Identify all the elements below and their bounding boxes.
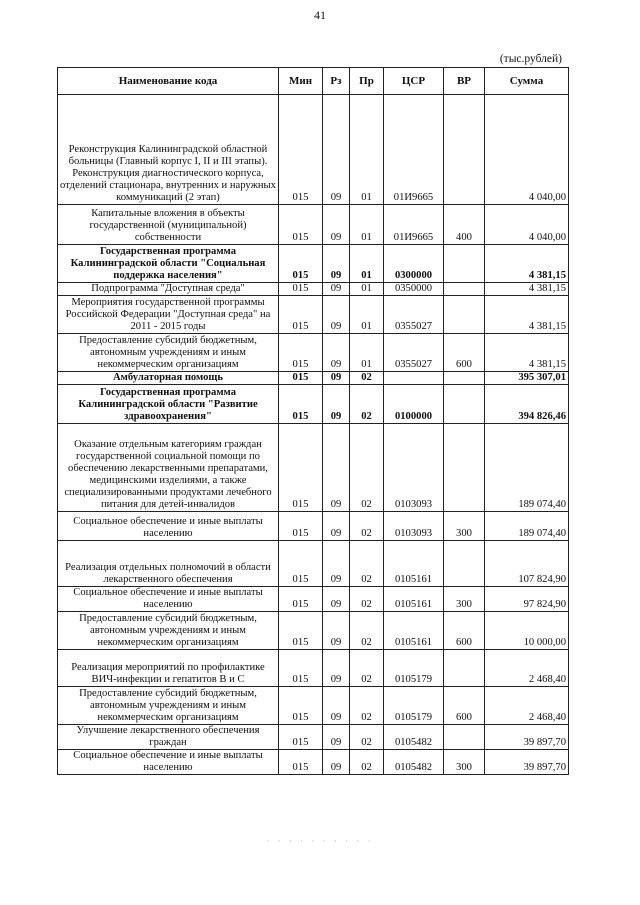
units-label: (тыс.рублей) bbox=[499, 53, 562, 65]
cell-vr: 300 bbox=[444, 750, 485, 775]
cell-sum: 4 381,15 bbox=[485, 334, 569, 372]
cell-pr: 01 bbox=[350, 205, 384, 245]
cell-pr: 02 bbox=[350, 512, 384, 541]
cell-min: 015 bbox=[279, 424, 323, 512]
header-csr: ЦСР bbox=[384, 68, 444, 95]
cell-vr: 600 bbox=[444, 612, 485, 650]
cell-rz: 09 bbox=[323, 687, 350, 725]
cell-sum: 4 040,00 bbox=[485, 205, 569, 245]
cell-csr: 0100000 bbox=[384, 385, 444, 424]
cell-min: 015 bbox=[279, 372, 323, 385]
cell-sum: 2 468,40 bbox=[485, 687, 569, 725]
cell-pr: 01 bbox=[350, 296, 384, 334]
cell-csr: 0105482 bbox=[384, 750, 444, 775]
cell-pr: 02 bbox=[350, 750, 384, 775]
cell-vr: 300 bbox=[444, 587, 485, 612]
cell-rz: 09 bbox=[323, 283, 350, 296]
cell-min: 015 bbox=[279, 283, 323, 296]
cell-pr: 01 bbox=[350, 334, 384, 372]
cell-min: 015 bbox=[279, 245, 323, 283]
cell-rz: 09 bbox=[323, 95, 350, 205]
header-sum: Сумма bbox=[485, 68, 569, 95]
cell-name: Государственная программа Калининградской области "Развитие здравоохранения" bbox=[58, 385, 279, 424]
cell-sum: 4 381,15 bbox=[485, 296, 569, 334]
cell-csr: 01И9665 bbox=[384, 205, 444, 245]
cell-min: 015 bbox=[279, 541, 323, 587]
table-row bbox=[58, 687, 569, 725]
cell-min: 015 bbox=[279, 334, 323, 372]
cell-pr: 02 bbox=[350, 612, 384, 650]
table-row bbox=[58, 372, 569, 385]
cell-name: Социальное обеспечение и иные выплаты населению bbox=[58, 512, 279, 541]
cell-sum: 39 897,70 bbox=[485, 750, 569, 775]
cell-name: Предоставление субсидий бюджетным, автономным учреждениям и иным некоммерческим организациям bbox=[58, 612, 279, 650]
cell-vr bbox=[444, 541, 485, 587]
cell-pr: 02 bbox=[350, 587, 384, 612]
cell-name: Реализация мероприятий по профилактике ВИЧ-инфекции и гепатитов B и C bbox=[58, 650, 279, 687]
cell-vr: 600 bbox=[444, 687, 485, 725]
cell-rz: 09 bbox=[323, 296, 350, 334]
cell-min: 015 bbox=[279, 750, 323, 775]
cell-pr: 02 bbox=[350, 541, 384, 587]
cell-rz: 09 bbox=[323, 725, 350, 750]
cell-rz: 09 bbox=[323, 424, 350, 512]
header-vr: ВР bbox=[444, 68, 485, 95]
cell-vr bbox=[444, 245, 485, 283]
header-name: Наименование кода bbox=[58, 68, 279, 95]
cell-csr: 0355027 bbox=[384, 334, 444, 372]
cell-csr: 0300000 bbox=[384, 245, 444, 283]
table-row bbox=[58, 385, 569, 424]
cell-csr: 0103093 bbox=[384, 424, 444, 512]
cell-pr: 02 bbox=[350, 372, 384, 385]
cell-vr bbox=[444, 95, 485, 205]
cell-pr: 01 bbox=[350, 95, 384, 205]
cell-min: 015 bbox=[279, 587, 323, 612]
cell-csr: 0105482 bbox=[384, 725, 444, 750]
cell-csr: 0105161 bbox=[384, 612, 444, 650]
cell-rz: 09 bbox=[323, 587, 350, 612]
cell-min: 015 bbox=[279, 205, 323, 245]
cell-pr: 02 bbox=[350, 650, 384, 687]
cell-name: Амбулаторная помощь bbox=[58, 372, 279, 385]
table-row bbox=[58, 650, 569, 687]
cell-vr bbox=[444, 424, 485, 512]
header-pr: Пр bbox=[350, 68, 384, 95]
cell-pr: 02 bbox=[350, 725, 384, 750]
table-header-row bbox=[58, 68, 569, 95]
table-row bbox=[58, 612, 569, 650]
table-row bbox=[58, 95, 569, 205]
cell-vr bbox=[444, 725, 485, 750]
cell-csr: 0350000 bbox=[384, 283, 444, 296]
budget-table bbox=[57, 67, 569, 775]
cell-name: Государственная программа Калининградской области "Социальная поддержка населения" bbox=[58, 245, 279, 283]
cell-vr: 600 bbox=[444, 334, 485, 372]
cell-name: Предоставление субсидий бюджетным, автономным учреждениям и иным некоммерческим организациям bbox=[58, 334, 279, 372]
cell-rz: 09 bbox=[323, 512, 350, 541]
cell-rz: 09 bbox=[323, 205, 350, 245]
cell-csr bbox=[384, 372, 444, 385]
cell-name: Социальное обеспечение и иные выплаты населению bbox=[58, 587, 279, 612]
cell-vr bbox=[444, 296, 485, 334]
cell-min: 015 bbox=[279, 612, 323, 650]
table-row bbox=[58, 750, 569, 775]
cell-vr: 400 bbox=[444, 205, 485, 245]
table-row bbox=[58, 334, 569, 372]
cell-min: 015 bbox=[279, 687, 323, 725]
cell-pr: 01 bbox=[350, 283, 384, 296]
table-row bbox=[58, 205, 569, 245]
cell-pr: 02 bbox=[350, 385, 384, 424]
cell-name: Реализация отдельных полномочий в области лекарственного обеспечения bbox=[58, 541, 279, 587]
cell-sum: 189 074,40 bbox=[485, 424, 569, 512]
cell-name: Улучшение лекарственного обеспечения граждан bbox=[58, 725, 279, 750]
cell-sum: 4 381,15 bbox=[485, 283, 569, 296]
cell-vr bbox=[444, 283, 485, 296]
page-edge-marks: · · · · · · · · · · bbox=[266, 836, 374, 846]
cell-rz: 09 bbox=[323, 372, 350, 385]
cell-name: Реконструкция Калининградской областной больницы (Главный корпус I, II и III этапы). Реконструкция диагностического корпуса, отделений стационара, внутренних и наружных коммуникаций (2 этап) bbox=[58, 95, 279, 205]
cell-csr: 0355027 bbox=[384, 296, 444, 334]
cell-csr: 0105179 bbox=[384, 687, 444, 725]
table-body bbox=[58, 95, 569, 775]
cell-name: Подпрограмма "Доступная среда" bbox=[58, 283, 279, 296]
header-rz: Рз bbox=[323, 68, 350, 95]
cell-name: Мероприятия государственной программы Российской Федерации "Доступная среда" на 2011 - 2015 годы bbox=[58, 296, 279, 334]
cell-sum: 97 824,90 bbox=[485, 587, 569, 612]
cell-pr: 02 bbox=[350, 424, 384, 512]
cell-name: Оказание отдельным категориям граждан государственной социальной помощи по обеспечению лекарственными препаратами, медицинскими изделиями, а также специализированными продуктами лечебного питания для детей-инвалидов bbox=[58, 424, 279, 512]
cell-rz: 09 bbox=[323, 650, 350, 687]
cell-csr: 0103093 bbox=[384, 512, 444, 541]
cell-vr: 300 bbox=[444, 512, 485, 541]
cell-sum: 107 824,90 bbox=[485, 541, 569, 587]
header-min: Мин bbox=[279, 68, 323, 95]
page-number: 41 bbox=[314, 8, 326, 22]
cell-csr: 0105161 bbox=[384, 541, 444, 587]
table-row bbox=[58, 725, 569, 750]
table-row bbox=[58, 587, 569, 612]
cell-min: 015 bbox=[279, 296, 323, 334]
table-row bbox=[58, 245, 569, 283]
table-row bbox=[58, 283, 569, 296]
cell-rz: 09 bbox=[323, 541, 350, 587]
cell-vr bbox=[444, 650, 485, 687]
cell-rz: 09 bbox=[323, 245, 350, 283]
cell-rz: 09 bbox=[323, 334, 350, 372]
cell-min: 015 bbox=[279, 385, 323, 424]
cell-rz: 09 bbox=[323, 612, 350, 650]
cell-min: 015 bbox=[279, 725, 323, 750]
cell-rz: 09 bbox=[323, 385, 350, 424]
cell-min: 015 bbox=[279, 650, 323, 687]
cell-rz: 09 bbox=[323, 750, 350, 775]
cell-min: 015 bbox=[279, 512, 323, 541]
table-row bbox=[58, 512, 569, 541]
cell-csr: 0105161 bbox=[384, 587, 444, 612]
table-row bbox=[58, 541, 569, 587]
cell-sum: 2 468,40 bbox=[485, 650, 569, 687]
cell-sum: 189 074,40 bbox=[485, 512, 569, 541]
table-row bbox=[58, 424, 569, 512]
cell-vr bbox=[444, 385, 485, 424]
cell-sum: 395 307,01 bbox=[485, 372, 569, 385]
cell-min: 015 bbox=[279, 95, 323, 205]
table-row bbox=[58, 296, 569, 334]
cell-sum: 39 897,70 bbox=[485, 725, 569, 750]
cell-name: Капитальные вложения в объекты государственной (муниципальной) собственности bbox=[58, 205, 279, 245]
cell-name: Социальное обеспечение и иные выплаты населению bbox=[58, 750, 279, 775]
cell-sum: 4 040,00 bbox=[485, 95, 569, 205]
cell-sum: 10 000,00 bbox=[485, 612, 569, 650]
cell-sum: 4 381,15 bbox=[485, 245, 569, 283]
cell-vr bbox=[444, 372, 485, 385]
cell-pr: 01 bbox=[350, 245, 384, 283]
cell-csr: 0105179 bbox=[384, 650, 444, 687]
cell-sum: 394 826,46 bbox=[485, 385, 569, 424]
cell-pr: 02 bbox=[350, 687, 384, 725]
cell-name: Предоставление субсидий бюджетным, автономным учреждениям и иным некоммерческим организациям bbox=[58, 687, 279, 725]
cell-csr: 01И9665 bbox=[384, 95, 444, 205]
